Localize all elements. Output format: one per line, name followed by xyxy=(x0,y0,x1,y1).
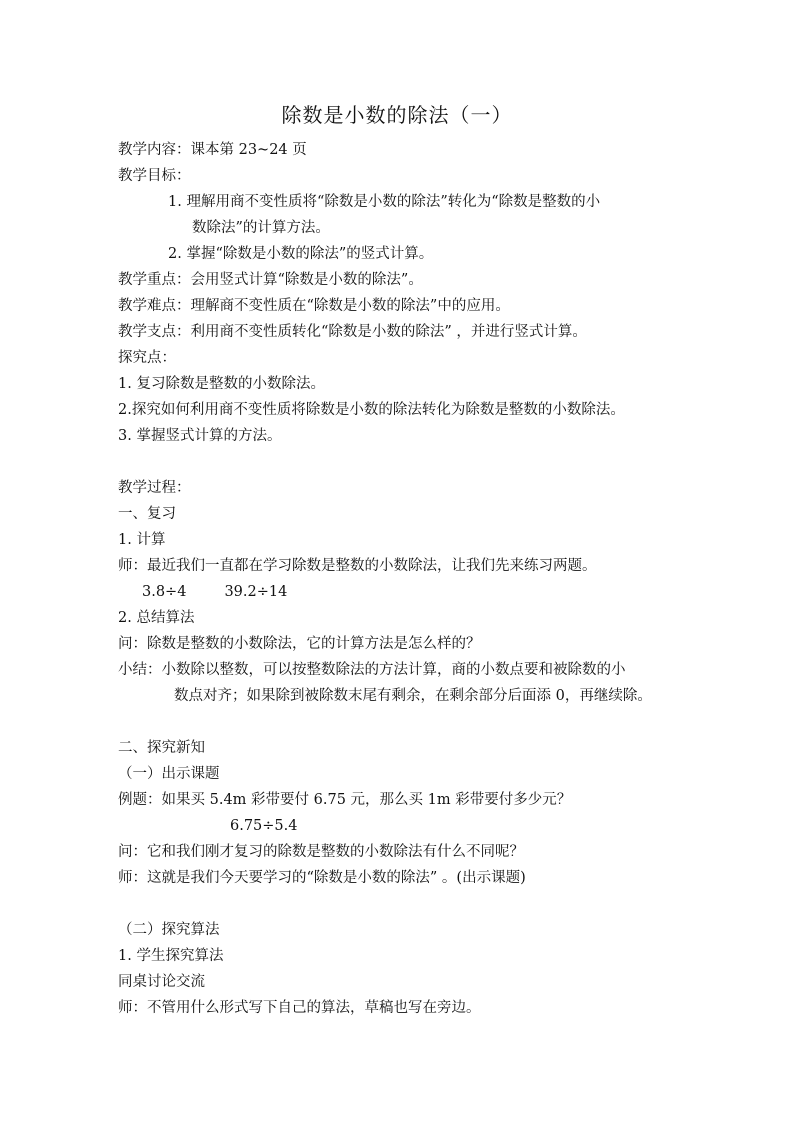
support-point: 教学支点：利用商不变性质转化“除数是小数的除法” ，并进行竖式计算。 xyxy=(118,324,587,340)
calc-a: 3.8÷4 xyxy=(142,584,187,600)
calc-b: 39.2÷14 xyxy=(224,584,288,600)
goal-2: 2. 掌握“除数是小数的除法”的竖式计算。 xyxy=(168,246,434,262)
discussion-line: 同桌讨论交流 xyxy=(118,974,205,990)
goal-1-continued: 数除法”的计算方法。 xyxy=(192,220,330,236)
summary-line-1: 小结：小数除以整数，可以按整数除法的方法计算，商的小数点要和被除数的小 xyxy=(118,662,626,678)
teacher-line-3: 师：不管用什么形式写下自己的算法，草稿也写在旁边。 xyxy=(118,1000,481,1016)
process-label: 教学过程： xyxy=(118,480,191,496)
step-calculate: 1. 计算 xyxy=(118,532,166,548)
explore-item-3: 3. 掌握竖式计算的方法。 xyxy=(118,428,282,444)
subsection-topic: （一）出示课题 xyxy=(118,766,220,782)
page-title: 除数是小数的除法（一） xyxy=(281,103,513,127)
key-point: 教学重点：会用竖式计算“除数是小数的除法”。 xyxy=(118,272,423,288)
step-student-explore: 1. 学生探究算法 xyxy=(118,948,224,964)
lesson-content: 教学内容：课本第 23~24 页 xyxy=(118,142,307,158)
explore-label: 探究点： xyxy=(118,350,176,366)
section-explore: 二、探究新知 xyxy=(118,740,205,756)
blank-line xyxy=(118,891,678,917)
explore-item-2: 2.探究如何利用商不变性质将除数是小数的除法转化为除数是整数的小数除法。 xyxy=(118,402,625,418)
goal-1: 1. 理解用商不变性质将“除数是小数的除法”转化为“除数是整数的小 xyxy=(168,194,601,210)
difficulty: 教学难点：理解商不变性质在“除数是小数的除法”中的应用。 xyxy=(118,298,510,314)
blank-line xyxy=(118,709,678,735)
document-body xyxy=(118,137,678,1021)
question-2: 问：它和我们刚才复习的除数是整数的小数除法有什么不同呢？ xyxy=(118,844,524,860)
calc-exercises xyxy=(118,579,678,605)
question-1: 问：除数是整数的小数除法，它的计算方法是怎么样的？ xyxy=(118,636,481,652)
blank-line xyxy=(118,449,678,475)
explore-item-1: 1. 复习除数是整数的小数除法。 xyxy=(118,376,325,392)
teacher-line-1: 师：最近我们一直都在学习除数是整数的小数除法，让我们先来练习两题。 xyxy=(118,558,597,574)
example-expression: 6.75÷5.4 xyxy=(230,818,298,834)
subsection-algorithm: （二）探究算法 xyxy=(118,922,220,938)
step-summary: 2. 总结算法 xyxy=(118,610,195,626)
goals-label: 教学目标： xyxy=(118,168,191,184)
section-review: 一、复习 xyxy=(118,506,176,522)
summary-line-2: 数点对齐；如果除到被除数末尾有剩余，在剩余部分后面添 0，再继续除。 xyxy=(174,688,652,704)
teacher-line-2: 师：这就是我们今天要学习的“除数是小数的除法” 。(出示课题) xyxy=(118,870,526,886)
example-problem: 例题：如果买 5.4m 彩带要付 6.75 元，那么买 1m 彩带要付多少元？ xyxy=(118,792,572,808)
